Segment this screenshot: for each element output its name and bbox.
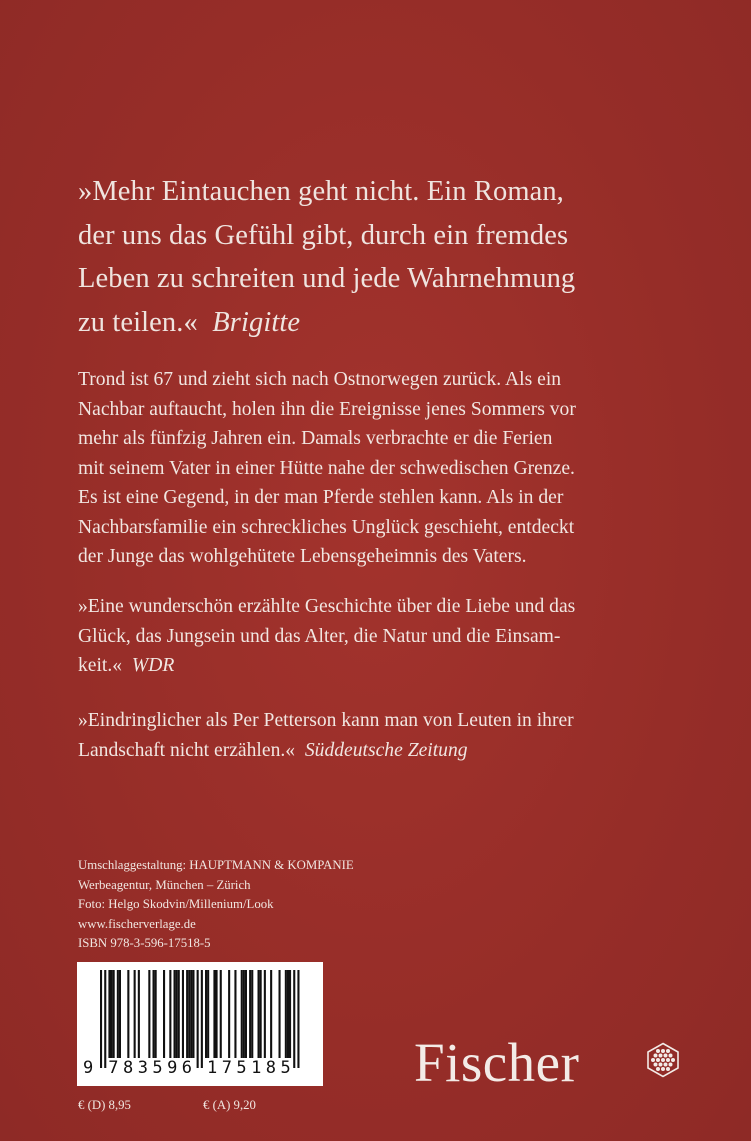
barcode-digits [77, 1058, 323, 1084]
barcode-bar [293, 970, 295, 1068]
barcode-bar [188, 970, 190, 1058]
barcode-bar [243, 970, 245, 1058]
main-quote-line-last [78, 301, 698, 345]
main-quote-line: zu teilen.« [78, 306, 198, 338]
barcode [77, 962, 323, 1086]
barcode-bar [169, 970, 171, 1058]
cover-design-credit: Umschlaggestaltung: HAUPTMANN & KOMPANIE [78, 858, 354, 872]
barcode-bar [264, 970, 266, 1058]
barcode-bar [190, 970, 192, 1058]
barcode-digit: 5 [236, 1058, 247, 1078]
barcode-bar [113, 970, 115, 1058]
sz-quote-line: Landschaft nicht erzählen.« [78, 739, 296, 761]
wdr-quote [78, 592, 718, 681]
credits [78, 856, 478, 954]
barcode-bar [201, 970, 203, 1068]
barcode-digit: 7 [108, 1058, 119, 1078]
barcode-bar [186, 970, 188, 1058]
barcode-bar [134, 970, 136, 1058]
barcode-digit: 3 [137, 1058, 148, 1078]
wdr-quote-source: WDR [131, 655, 175, 676]
barcode-bar [251, 970, 253, 1058]
barcode-bar [289, 970, 291, 1058]
blurb-line: der Junge das wohlgehütete Lebensgeheimnis des Vaters. [78, 546, 527, 567]
sz-quote-line: »Eindringlicher als Per Petterson kann man von Leuten in ihrer [78, 710, 574, 731]
blurb-line: mit seinem Vater in einer Hütte nahe der schwedischen Grenze. [78, 457, 575, 479]
barcode-bar [111, 970, 113, 1058]
wdr-quote-line-last [78, 651, 718, 681]
main-quote-line: Leben zu schreiten und jede Wahrnehmung [78, 263, 576, 294]
main-quote-source: Brigitte [212, 306, 301, 338]
blurb-line: Nachbarsfamilie ein schreckliches Unglück geschieht, entdeckt [78, 516, 575, 538]
barcode-bar [228, 970, 230, 1058]
barcode-bar [245, 970, 247, 1058]
barcode-digit: 9 [83, 1058, 94, 1078]
blurb-line: Es ist eine Gegend, in der man Pferde stehlen kann. Als in der [78, 487, 564, 508]
barcode-bar [285, 970, 287, 1058]
agency-credit: Werbeagentur, München – Zürich [78, 877, 251, 892]
barcode-bar [192, 970, 194, 1058]
barcode-bar [287, 970, 289, 1058]
barcode-bar [220, 970, 222, 1058]
barcode-bar [100, 970, 102, 1068]
barcode-digit: 7 [221, 1058, 232, 1078]
main-quote-line: »Mehr Eintauchen geht nicht. Ein Roman, [78, 176, 564, 207]
barcode-bar [182, 970, 184, 1058]
barcode-bar [249, 970, 251, 1058]
barcode-bar [108, 970, 110, 1058]
barcode-bar [205, 970, 207, 1058]
barcode-bar [104, 970, 106, 1068]
barcode-bar [297, 970, 299, 1068]
barcode-bar [119, 970, 121, 1058]
barcode-bar [127, 970, 129, 1058]
wdr-quote-line: keit.« [78, 655, 123, 676]
price-germany: € (D) 8,95 [78, 1098, 131, 1112]
sz-quote-line-last [78, 736, 718, 766]
wdr-quote-line: Glück, das Jungsein und das Alter, die Natur und die Einsam- [78, 625, 561, 647]
barcode-bar [138, 970, 140, 1058]
blurb-line: Nachbar auftaucht, holen ihn die Ereignisse jenes Sommers vor [78, 398, 576, 420]
barcode-bar [155, 970, 157, 1058]
barcode-digit: 8 [123, 1058, 134, 1078]
blurb-paragraph [78, 365, 718, 572]
barcode-bar [216, 970, 218, 1058]
publisher-brand: Fischer [414, 1032, 580, 1093]
sz-quote-source: Süddeutsche Zeitung [304, 739, 468, 761]
barcode-bar [176, 970, 178, 1058]
barcode-bar [213, 970, 215, 1058]
barcode-digit: 5 [280, 1058, 291, 1078]
barcode-bar [207, 970, 209, 1058]
barcode-bar [258, 970, 260, 1058]
barcode-digit: 1 [207, 1058, 218, 1078]
barcode-bar [163, 970, 165, 1058]
barcode-digit: 5 [152, 1058, 163, 1078]
blurb-line: Trond ist 67 und zieht sich nach Ostnorwegen zurück. Als ein [78, 369, 562, 390]
barcode-digit: 6 [181, 1058, 193, 1078]
barcode-bar [178, 970, 180, 1058]
publisher-website: www.fischerverlage.de [78, 916, 196, 931]
blurb-line: mehr als fünfzig Jahren ein. Damals verbrachte er die Ferien [78, 428, 553, 449]
barcode-bar [260, 970, 262, 1058]
barcode-bar [153, 970, 155, 1058]
isbn: ISBN 978-3-596-17518-5 [78, 936, 211, 950]
sz-quote [78, 706, 718, 765]
barcode-bar [234, 970, 236, 1058]
barcode-bar [174, 970, 176, 1058]
barcode-bar [279, 970, 281, 1058]
barcode-bar [241, 970, 243, 1058]
barcode-bar [197, 970, 199, 1068]
main-quote-line: der uns das Gefühl gibt, durch ein fremdes [78, 219, 569, 251]
photo-credit: Foto: Helgo Skodvin/Millenium/Look [78, 897, 274, 911]
barcode-digit: 8 [265, 1058, 277, 1078]
barcode-digit: 9 [167, 1058, 178, 1078]
barcode-digit: 1 [251, 1058, 262, 1078]
fischer-hexagon-dots-icon [645, 1042, 681, 1078]
main-quote [78, 170, 698, 344]
barcode-bar [117, 970, 119, 1058]
wdr-quote-line: »Eine wunderschön erzählte Geschichte über die Liebe und das [78, 596, 576, 617]
barcode-bar [148, 970, 150, 1058]
barcode-bar [270, 970, 272, 1058]
price-austria: € (A) 9,20 [203, 1098, 256, 1112]
